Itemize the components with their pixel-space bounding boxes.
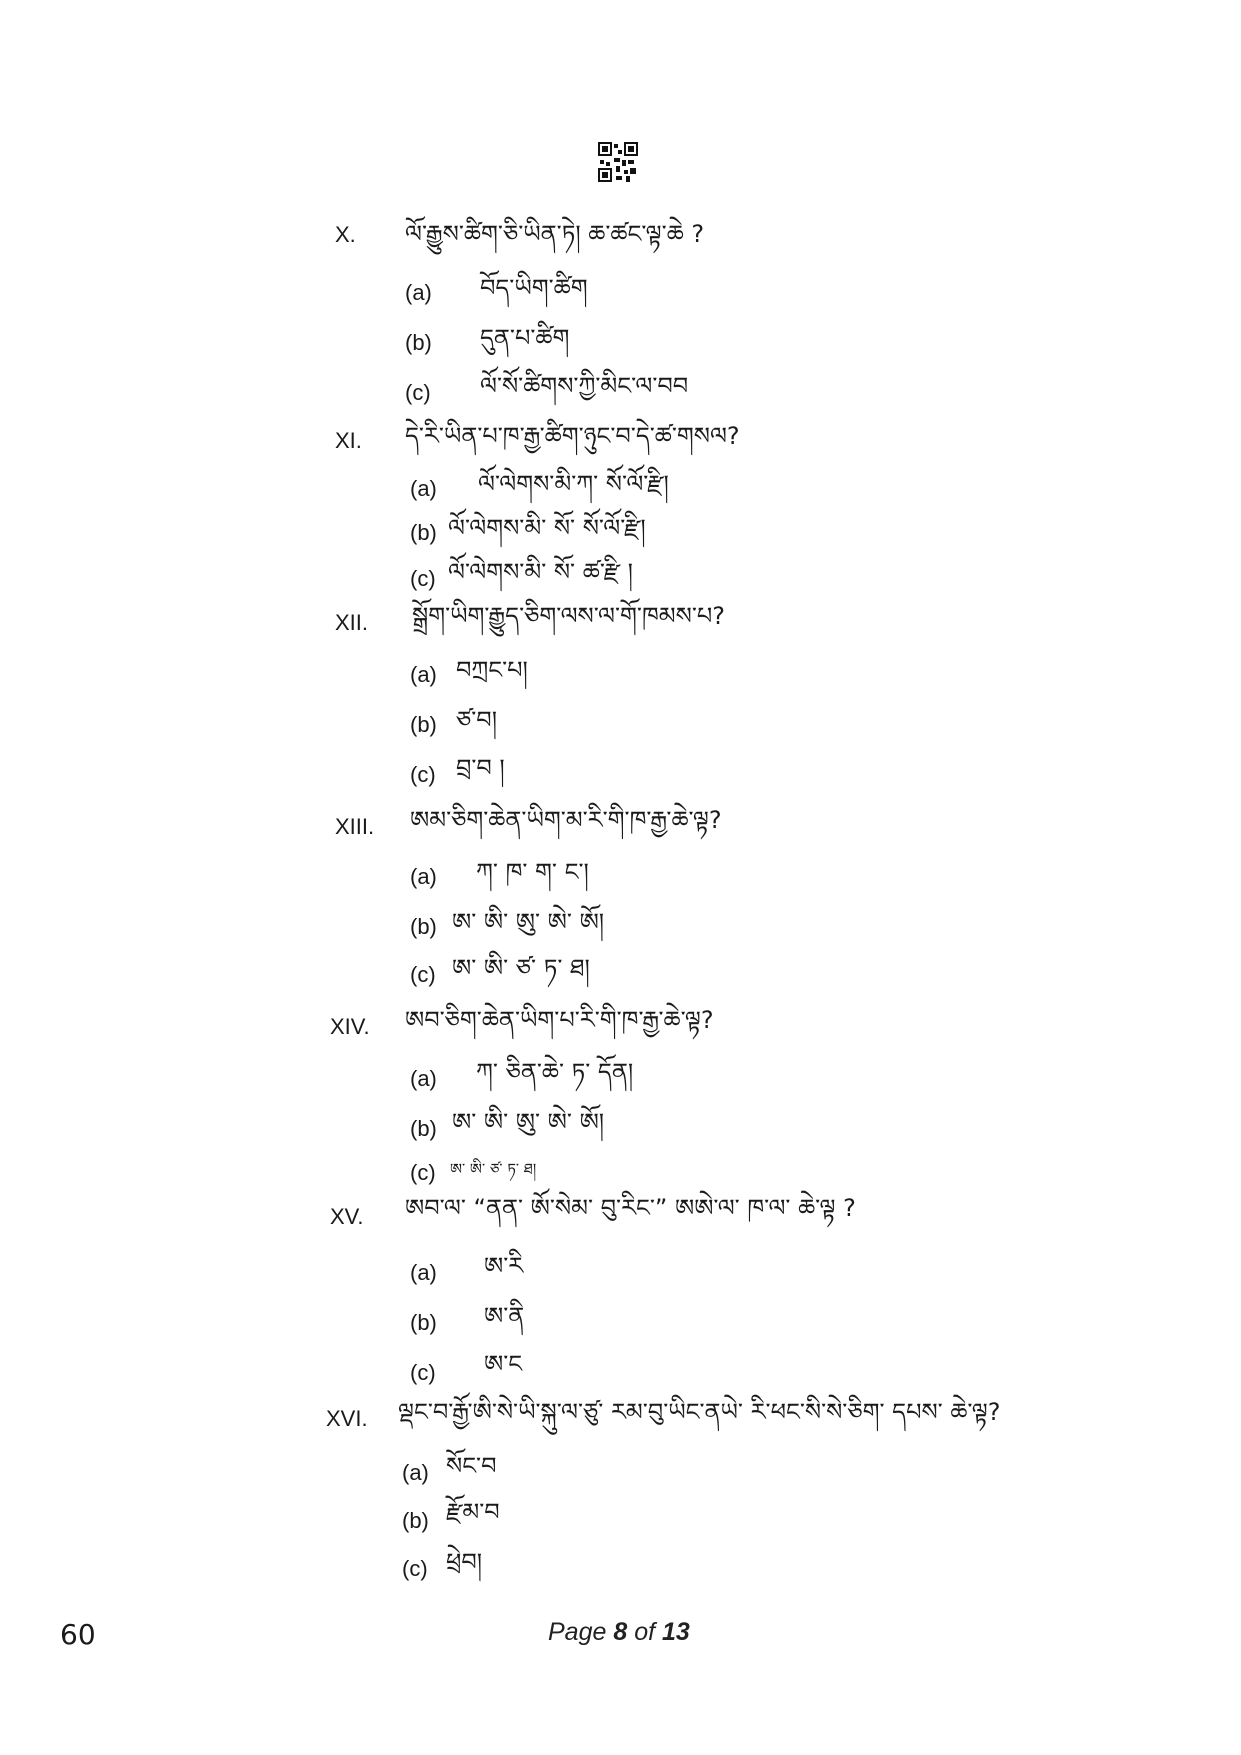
option-letter: (b) xyxy=(402,1508,429,1533)
option-text: ཙ་བ། xyxy=(456,706,498,734)
option-letter: (c) xyxy=(402,1556,428,1581)
question-text: དེ་རི་ཡིན་པ་ཁ་རྒྱ་ཚིག་ཉུང་བ་དེ་ཚ་གསལ? xyxy=(405,422,740,450)
page-current: 8 xyxy=(613,1618,628,1646)
qr-code-icon xyxy=(598,142,638,182)
option-letter: (c) xyxy=(405,380,431,405)
option-letter: (a) xyxy=(410,662,437,687)
question-text: ལོ་རྒྱུས་ཚིག་ཅི་ཡིན་ཏེ། ཆ་ཚང་ལྟ་ཆེ ? xyxy=(405,220,705,248)
option-letter: (b) xyxy=(410,1116,437,1141)
question-text: ཨབ་ཅིག་ཆེན་ཡིག་པ་རི་གི་ཁ་རྒྱ་ཆེ་ལྟ? xyxy=(405,1006,714,1034)
option-letter: (a) xyxy=(410,864,437,889)
option-text: བྲ་བ ། xyxy=(456,754,505,782)
question-number: XIV. xyxy=(330,1014,370,1039)
option-letter: (c) xyxy=(410,762,436,787)
option-text: ཀ་ ཅིན་ཆེ་ ཏ་ དོན། xyxy=(476,1058,634,1086)
option-letter: (b) xyxy=(410,1310,437,1335)
option-text: ཨ་ ཨི་ ཙ་ ཏ་ ཐ། xyxy=(450,1160,537,1178)
option-letter: (a) xyxy=(405,280,432,305)
option-letter: (a) xyxy=(410,1260,437,1285)
option-letter: (b) xyxy=(410,712,437,737)
option-letter: (c) xyxy=(410,1160,436,1185)
option-text: ལོ་སོ་ཚིགས་ཀྱི་མིང་ལ་བབ xyxy=(480,372,689,400)
page-number: 60 xyxy=(60,1618,96,1651)
question-number: XII. xyxy=(335,610,369,635)
option-letter: (b) xyxy=(410,914,437,939)
question-number: X. xyxy=(335,222,356,247)
question-text: ཨམ་ཅིག་ཆེན་ཡིག་མ་རི་གི་ཁ་རྒྱ་ཆེ་ལྟ? xyxy=(410,806,722,834)
option-text: ཨ་ནི xyxy=(484,1302,525,1330)
question-number: XIII. xyxy=(335,814,375,839)
option-text: ཨ་ ཨི་ ཨུ་ ཨེ་ ཨོ། xyxy=(452,908,605,936)
option-text: རྫོམ་བ xyxy=(446,1498,500,1526)
option-text: ལོ་ལེགས་མི་ཀ་ སོ་ལོ་རྫི། xyxy=(478,470,669,498)
page-of: of xyxy=(627,1618,662,1646)
option-letter: (a) xyxy=(402,1460,429,1485)
option-letter: (b) xyxy=(405,330,432,355)
page-indicator xyxy=(548,1618,690,1647)
option-text: ཨ་ང xyxy=(484,1350,523,1378)
option-letter: (a) xyxy=(410,476,437,501)
option-text: ལོ་ལེགས་མི་ སོ་ སོ་ལོ་རྫི། xyxy=(448,514,646,542)
option-text: ཀ་ ཁ་ ག་ ང་། xyxy=(476,858,589,886)
option-text: སོང་བ xyxy=(446,1452,497,1480)
option-letter: (c) xyxy=(410,566,436,591)
option-text: ཕྲེབ། xyxy=(446,1548,483,1576)
question-text: སྒྲོག་ཡིག་རྒྱུད་ཅིག་ལས་ལ་གོ་ཁམས་པ? xyxy=(412,602,725,630)
page-prefix: Page xyxy=(548,1618,614,1646)
option-letter: (c) xyxy=(410,962,436,987)
option-letter: (c) xyxy=(410,1360,436,1385)
option-letter: (a) xyxy=(410,1066,437,1091)
question-number: XV. xyxy=(330,1204,364,1229)
question-number: XVI. xyxy=(326,1406,368,1431)
option-text: ལོ་ལེགས་མི་ སོ་ ཚ་རྫི ། xyxy=(448,558,633,586)
option-text: ཨ་རི xyxy=(484,1252,524,1280)
option-text: དུན་པ་ཚིག xyxy=(480,324,570,352)
option-text: ཨ་ ཨི་ ཨུ་ ཨེ་ ཨོ། xyxy=(452,1108,605,1136)
question-text: ཨབ་ལ་ “ནན་ ཨོ་སེམ་ བུ་རིང་” ཨཨེ་ལ་ ཁ་ལ་ ཆེ་ལྟ ? xyxy=(405,1194,856,1222)
option-text: བཀྲང་པ། xyxy=(456,656,528,684)
question-text: ལྡང་བ་རྒྱོ་ཨི་སེ་ཡི་སྐུ་ལ་ཙུ་ རམ་བུ་ཡིང་ནཡེ་ རི་ཕང་སི་སེ་ཅིག་ དཔས་ ཆེ་ལྟ? xyxy=(398,1398,1001,1426)
option-text: ཨ་ ཨི་ ཙ་ ཏ་ ཐ། xyxy=(452,954,590,982)
option-letter: (b) xyxy=(410,520,437,545)
option-text: བོད་ཡིག་ཚིག xyxy=(480,274,588,302)
page-total: 13 xyxy=(662,1618,690,1646)
question-number: XI. xyxy=(335,428,362,453)
